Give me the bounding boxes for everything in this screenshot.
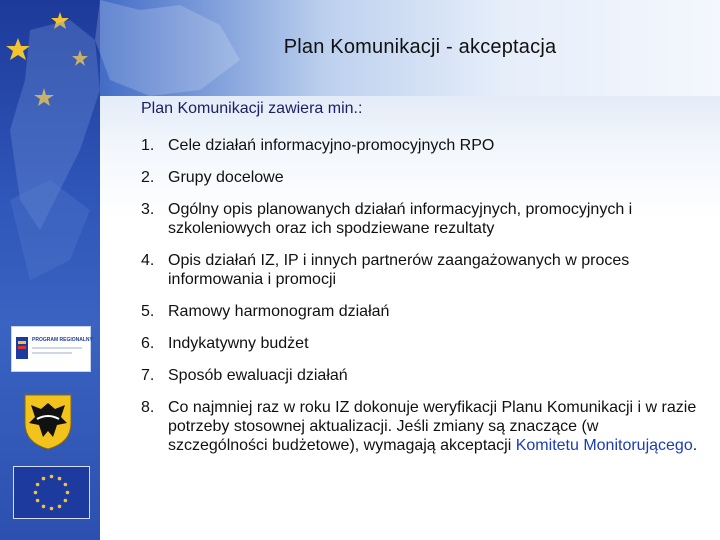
eu-star-icon — [36, 499, 40, 503]
intro-text: Plan Komunikacji zawiera min.: — [141, 100, 363, 117]
item-text: Sposób ewaluacji działań — [168, 367, 348, 384]
eu-star-icon — [42, 477, 46, 481]
list-item — [141, 168, 701, 187]
list-item — [141, 136, 701, 155]
item-number: 6. — [141, 335, 155, 352]
eu-star-icon — [34, 491, 38, 495]
eu-star-icon — [58, 477, 62, 481]
item-number: 5. — [141, 303, 155, 320]
item-text: Ramowy harmonogram działań — [168, 303, 390, 320]
list-item — [141, 366, 701, 385]
item-number: 2. — [141, 169, 155, 186]
item-text: Grupy docelowe — [168, 169, 284, 186]
list-item — [141, 200, 701, 238]
coat-of-arms-eagle-icon — [23, 393, 73, 451]
program-logo-text: PROGRAM REGIONALNY — [32, 337, 93, 343]
program-regionalny-logo — [11, 326, 91, 372]
list-item — [141, 398, 701, 455]
item-text: Co najmniej raz w roku IZ dokonuje weryfikacji Planu Komunikacji i w razie potrzeby stosownej aktualizacji. Jeśli zmiany są znaczące (w szczególności budżetowe), wymagają akceptacji — [168, 399, 697, 454]
item-text: Cele działań informacyjno-promocyjnych RPO — [168, 137, 495, 154]
item-text: Ogólny opis planowanych działań informacyjnych, promocyjnych i szkoleniowych oraz ich spodziewane rezultaty — [168, 201, 633, 237]
eu-star-icon — [50, 475, 54, 479]
items-list — [141, 136, 701, 455]
item-number: 7. — [141, 367, 155, 384]
eu-star-icon — [66, 491, 70, 495]
item-text-tail: . — [692, 437, 698, 454]
eu-star-icon — [42, 505, 46, 509]
eu-star-icon — [50, 507, 54, 511]
komitet-link[interactable]: Komitetu Monitorującego — [515, 437, 693, 454]
list-item — [141, 251, 701, 289]
list-item — [141, 334, 701, 353]
item-number: 4. — [141, 252, 155, 269]
item-number: 3. — [141, 201, 155, 218]
item-text: Opis działań IZ, IP i innych partnerów zaangażowanych w proces informowania i promocji — [168, 252, 630, 288]
item-number: 8. — [141, 399, 155, 416]
eu-flag-icon — [13, 466, 90, 519]
eu-star-icon — [64, 499, 68, 503]
eu-star-icon — [58, 505, 62, 509]
eu-star-icon — [36, 483, 40, 487]
item-number: 1. — [141, 137, 155, 154]
list-item — [141, 302, 701, 321]
eu-star-icon — [64, 483, 68, 487]
slide-title: Plan Komunikacji - akceptacja — [283, 36, 557, 58]
item-text: Indykatywny budżet — [168, 335, 309, 352]
